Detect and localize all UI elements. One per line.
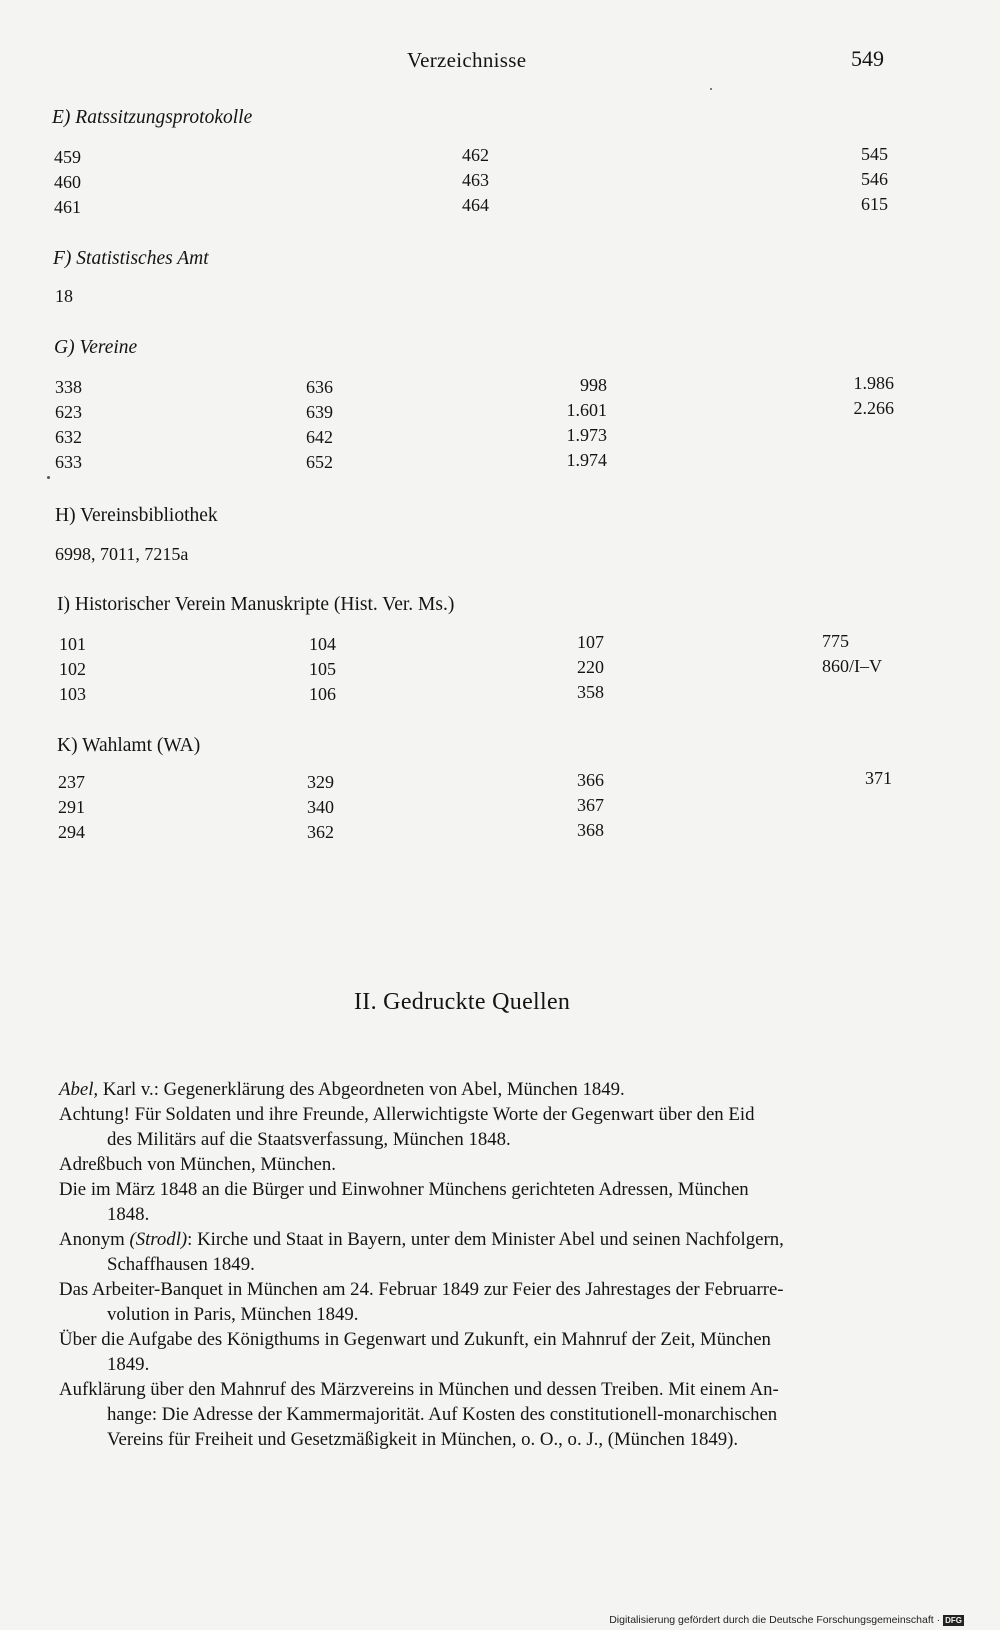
bibliography-entry [59,1277,902,1327]
list-item: 636 [306,377,333,397]
list-item: 998 [580,375,607,395]
section-heading-i: I) Historischer Verein Manuskripte (Hist. Ver. Ms.) [57,594,455,615]
list-item: 103 [59,684,86,704]
list-item: 371 [865,768,892,788]
list-item: 1.986 [853,373,894,393]
list-item: 362 [307,822,334,842]
bibliography-entry [59,1227,902,1277]
list-item: 632 [55,427,82,447]
list-item: 545 [861,144,888,164]
list-item: 1.974 [566,450,607,470]
list-item: 623 [55,402,82,422]
running-header-title: Verzeichnisse [407,48,527,72]
list-item: 106 [309,684,336,704]
list-item: 107 [577,632,604,652]
list-item: 775 [822,631,849,651]
list-item: 633 [55,452,82,472]
bibliography-entry [59,1152,902,1177]
entry-text: : Kirche und Staat in Bayern, unter dem Minister Abel und seinen Nachfolgern, [187,1229,784,1250]
section-title: II. Gedruckte Quellen [354,989,571,1015]
list-item: 104 [309,634,336,654]
list-item: 220 [577,657,604,677]
scan-speck [47,476,50,479]
entry-text: Über die Aufgabe des Königthums in Gegenwart und Zukunft, ein Mahnruf der Zeit, München [59,1329,771,1350]
bibliography-entry [59,1327,902,1377]
list-item: 1.973 [566,425,607,445]
section-heading-h: H) Vereinsbibliothek [55,505,218,526]
entry-text: Das Arbeiter-Banquet in München am 24. Februar 1849 zur Feier des Jahrestages der Februarre- [59,1279,784,1300]
list-item: 639 [306,402,333,422]
entry-text: Achtung! Für Soldaten und ihre Freunde, Allerwichtigste Worte der Gegenwart über den Eid [59,1104,755,1125]
section-heading-k: K) Wahlamt (WA) [57,735,201,756]
list-item: 615 [861,194,888,214]
list-item: 358 [577,682,604,702]
entry-continuation: Schaffhausen 1849. [107,1254,255,1275]
list-item: 18 [55,286,73,306]
list-item: 329 [307,772,334,792]
entry-continuation: des Militärs auf die Staatsverfassung, München 1848. [107,1129,511,1150]
list-item: 101 [59,634,86,654]
list-item: 237 [58,772,85,792]
entry-text: Aufklärung über den Mahnruf des Märzvereins in München und dessen Treiben. Mit einem An- [59,1379,779,1400]
list-item: 462 [462,145,489,165]
entry-author: Abel, [59,1079,99,1100]
list-item: 464 [462,195,489,215]
list-item: 105 [309,659,336,679]
entry-continuation: hange: Die Adresse der Kammermajorität. Auf Kosten des constitutionell-monarchischen [107,1404,778,1425]
scan-speck [710,88,712,90]
list-item: 6998, 7011, 7215a [55,544,189,564]
list-item: 461 [54,197,81,217]
digitization-credit [609,1614,964,1626]
list-item: 366 [577,770,604,790]
entry-continuation: 1848. [107,1204,150,1225]
entry-text: Die im März 1848 an die Bürger und Einwohner Münchens gerichteten Adressen, München [59,1179,749,1200]
list-item: 459 [54,147,81,167]
section-heading-e: E) Ratssitzungsprotokolle [52,107,253,128]
page-number: 549 [851,46,884,71]
bibliography-entry [59,1077,902,1102]
dfg-logo: DFG [945,1615,962,1625]
list-item: 546 [861,169,888,189]
list-item: 102 [59,659,86,679]
list-item: 340 [307,797,334,817]
bibliography-entry [59,1377,902,1452]
bibliography-entry [59,1177,902,1227]
list-item: 460 [54,172,81,192]
list-item: 2.266 [853,398,894,418]
list-item: 367 [577,795,604,815]
entry-text: Anonym [59,1229,130,1250]
entry-continuation: volution in Paris, München 1849. [107,1304,359,1325]
list-item: 652 [306,452,333,472]
list-item: 860/I–V [822,656,882,676]
list-item: 368 [577,820,604,840]
entry-continuation: 1849. [107,1354,150,1375]
list-item: 1.601 [566,400,607,420]
credit-text: Digitalisierung gefördert durch die Deutsche Forschungsgemeinschaft · [609,1614,941,1626]
section-heading-f: F) Statistisches Amt [53,248,209,269]
list-item: 294 [58,822,85,842]
list-item: 642 [306,427,333,447]
list-item: 338 [55,377,82,397]
entry-continuation: Vereins für Freiheit und Gesetzmäßigkeit in München, o. O., o. J., (München 1849). [107,1429,739,1450]
section-heading-g: G) Vereine [54,337,138,358]
entry-text: Karl v.: Gegenerklärung des Abgeordneten von Abel, München 1849. [98,1079,625,1100]
entry-author: (Strodl) [129,1229,188,1250]
bibliography-entry [59,1102,902,1152]
list-item: 291 [58,797,85,817]
list-item: 463 [462,170,489,190]
entry-text: Adreßbuch von München, München. [59,1154,336,1175]
